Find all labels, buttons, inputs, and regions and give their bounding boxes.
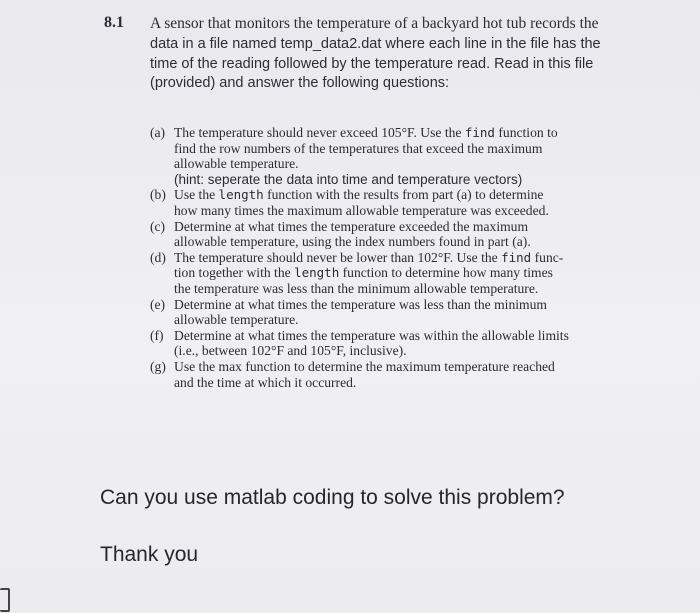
bracket-mark — [0, 588, 10, 612]
part-line — [174, 343, 569, 359]
line-text: Use the max function to determine the maximum temperature reached — [174, 358, 555, 374]
code-keyword: length — [294, 265, 340, 281]
part-line — [174, 125, 558, 141]
part-text — [174, 297, 547, 328]
question-part — [150, 187, 670, 218]
hint-text: (hint: seperate the data into time and temperature vectors) — [174, 171, 523, 187]
problem-intro-continued — [150, 35, 670, 94]
part-line — [174, 312, 547, 328]
line-text: (i.e., between 102°F and 105°F, inclusive). — [174, 343, 407, 359]
part-letter: (b) — [150, 187, 166, 203]
part-line — [174, 187, 549, 203]
part-line — [174, 141, 558, 157]
line-text: Determine at what times the temperature was less than the minimum — [174, 296, 547, 312]
part-letter: (c) — [150, 218, 166, 234]
line-text: allowable temperature, using the index numbers found in part (a). — [174, 234, 531, 250]
part-text — [174, 219, 531, 250]
part-letter: (a) — [150, 125, 166, 140]
part-line — [174, 234, 531, 250]
part-line — [174, 328, 569, 344]
part-text — [174, 125, 558, 187]
part-letter: (d) — [150, 249, 166, 265]
part-text — [174, 187, 549, 218]
line-text: tion together with the — [174, 265, 295, 281]
part-letter: (g) — [150, 358, 166, 374]
line-text: Determine at what times the temperature was within the allowable limits — [174, 327, 569, 343]
user-question: Can you use matlab coding to solve this problem? — [100, 486, 565, 509]
part-text — [174, 359, 555, 390]
line-text: allowable temperature. — [174, 312, 299, 328]
line-text: The temperature should never be lower than 102°F. Use the — [174, 249, 502, 265]
line-text: allowable temperature. — [174, 156, 299, 172]
line-text: function with the results from part (a) to determine — [263, 187, 544, 203]
intro-line: time of the reading followed by the temperature read. Read in this file — [150, 55, 594, 72]
line-text: find the row numbers of the temperatures that exceed the maximum — [174, 140, 543, 156]
part-letter: (f) — [150, 327, 164, 343]
part-line — [174, 219, 531, 235]
part-letter: (e) — [150, 296, 166, 312]
part-line — [174, 281, 563, 297]
part-line — [174, 250, 563, 266]
part-line — [174, 203, 549, 219]
code-keyword: length — [218, 187, 264, 203]
question-part — [150, 359, 670, 390]
question-part — [150, 297, 670, 328]
intro-line: data in a file named temp_data2.dat where each line in the file has the — [150, 36, 601, 52]
code-keyword: find — [501, 249, 532, 265]
part-text — [174, 250, 563, 297]
part-line — [174, 297, 547, 313]
question-part — [150, 219, 670, 250]
problem-intro-line1: A sensor that monitors the temperature of a backyard hot tub records the — [150, 15, 599, 32]
part-line — [174, 156, 558, 172]
line-text: Use the — [174, 187, 219, 203]
code-keyword: find — [464, 125, 495, 140]
question-parts-list — [150, 125, 670, 390]
part-text — [174, 328, 569, 359]
question-part — [150, 250, 670, 297]
line-text: how many times the maximum allowable temperature was exceeded. — [174, 202, 549, 218]
part-line — [174, 359, 555, 375]
question-part — [150, 328, 670, 359]
problem-number: 8.1 — [104, 14, 124, 31]
line-text: the temperature was less than the minimum allowable temperature. — [174, 280, 539, 296]
line-text: function to — [494, 125, 558, 140]
intro-line: (provided) and answer the following questions: — [150, 75, 450, 91]
line-text: and the time at which it occurred. — [174, 374, 357, 390]
part-line — [174, 265, 563, 281]
line-text: func- — [531, 249, 564, 265]
thank-you-note: Thank you — [100, 543, 199, 566]
line-text: function to determine how many times — [339, 265, 553, 281]
question-part — [150, 125, 670, 187]
line-text: The temperature should never exceed 105°F. Use the — [174, 125, 465, 140]
line-text: Determine at what times the temperature exceeded the maximum — [174, 218, 529, 234]
part-line — [174, 375, 555, 391]
